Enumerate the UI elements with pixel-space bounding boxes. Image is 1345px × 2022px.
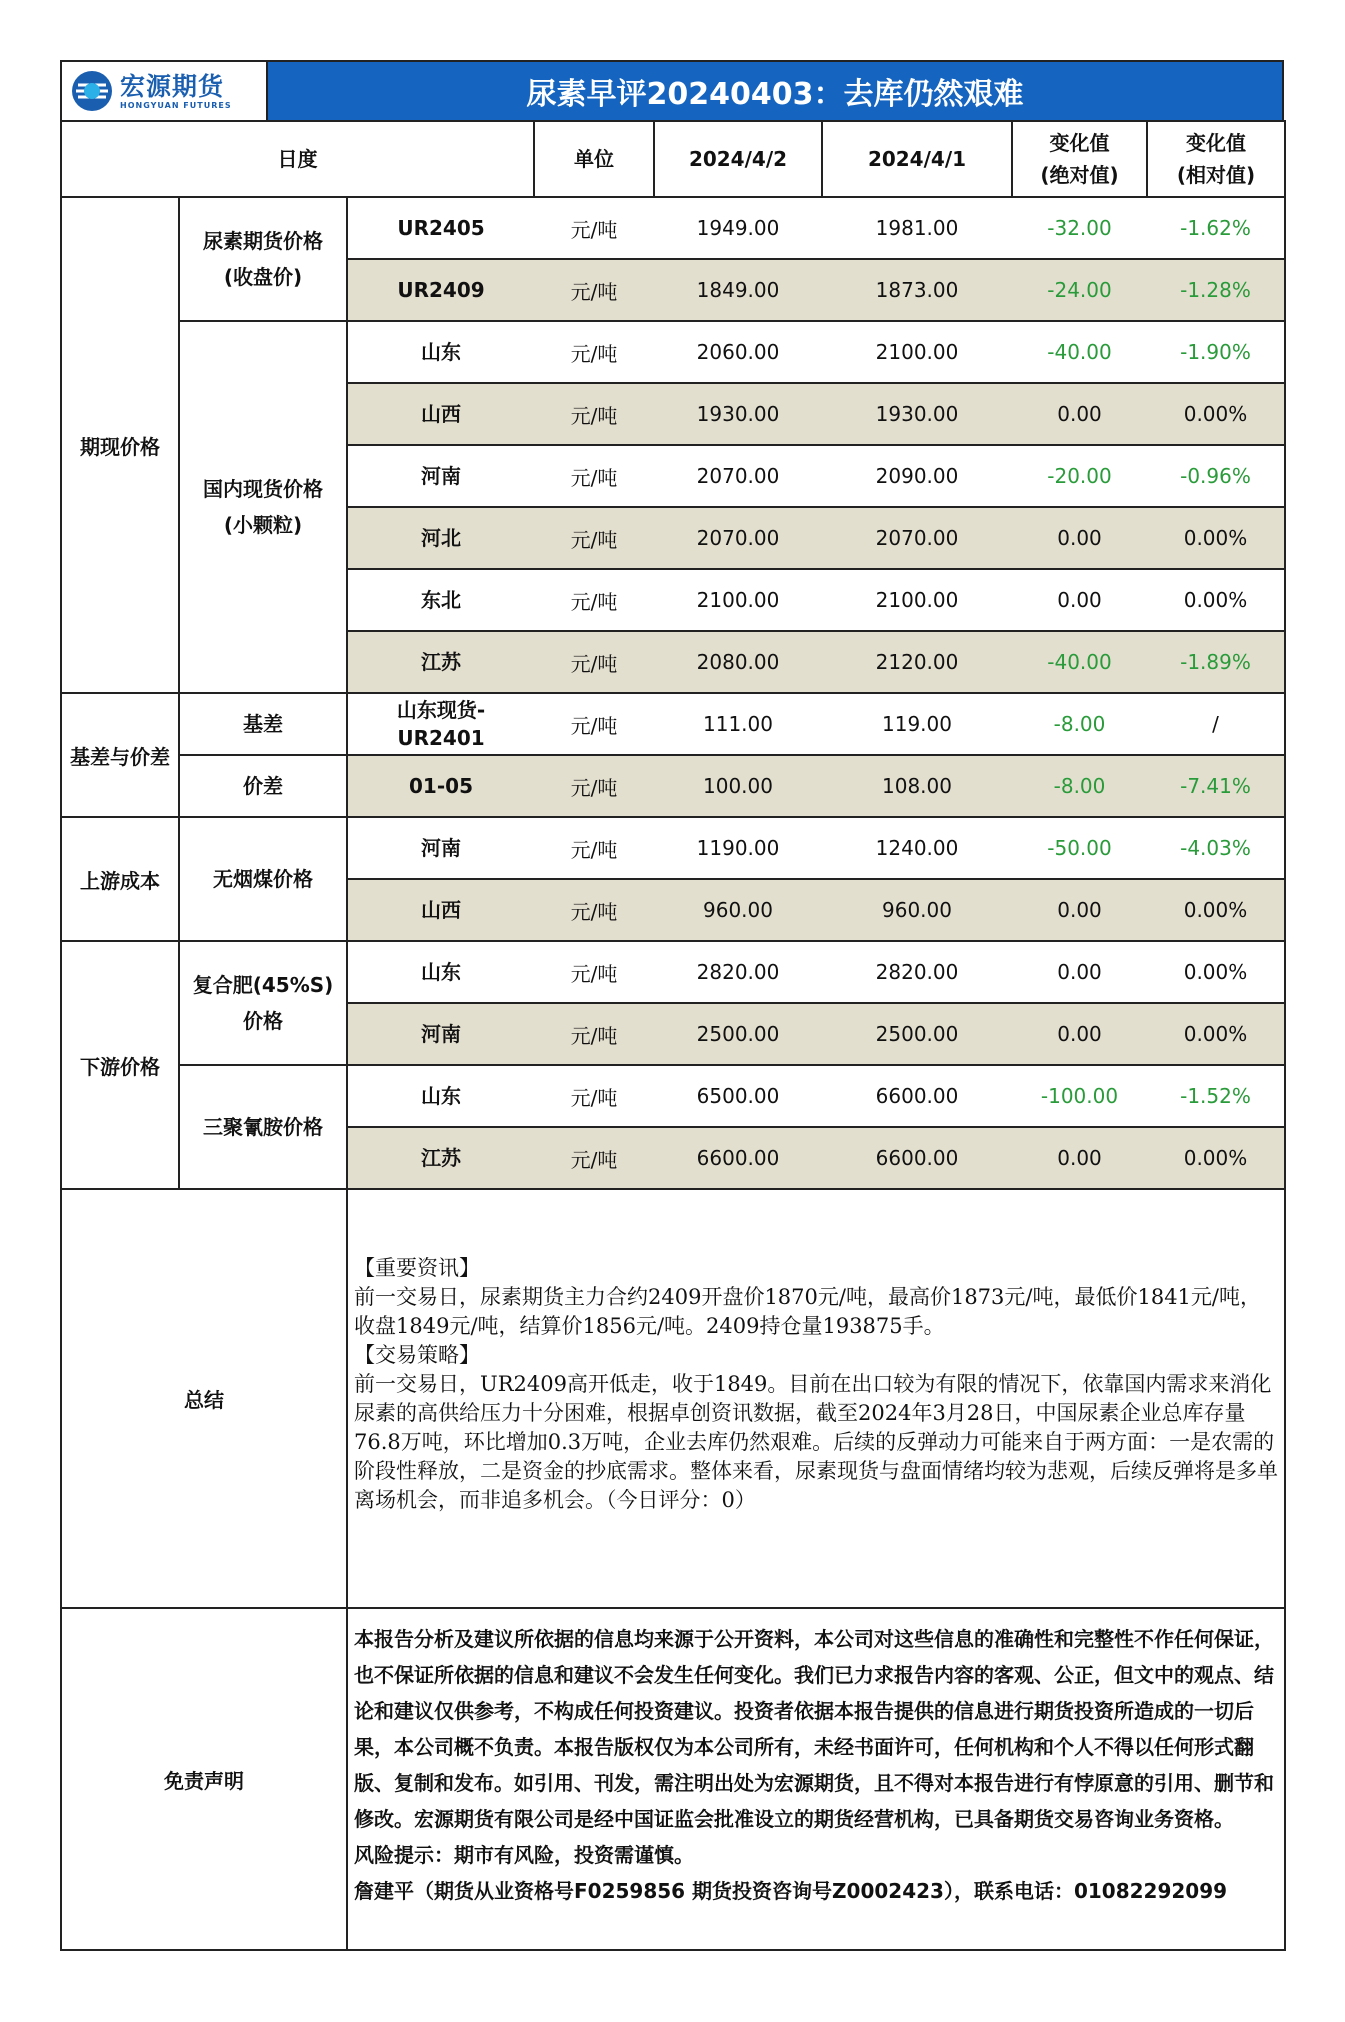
disclaimer-body — [347, 1608, 1285, 1950]
row-item: UR2405 — [347, 197, 534, 259]
table-row — [61, 1065, 1285, 1127]
row-unit: 元/吨 — [534, 259, 654, 321]
row-unit: 元/吨 — [534, 631, 654, 693]
row-item: 东北 — [347, 569, 534, 631]
row-change-rel: 0.00% — [1147, 941, 1285, 1003]
table-row — [61, 941, 1285, 1003]
row-change-abs: -40.00 — [1012, 631, 1147, 693]
subcategory-label: 尿素期货价格 (收盘价) — [179, 197, 347, 321]
row-change-rel: 0.00% — [1147, 383, 1285, 445]
row-change-abs: -50.00 — [1012, 817, 1147, 879]
summary-label: 总结 — [61, 1189, 347, 1608]
row-change-abs: 0.00 — [1012, 1003, 1147, 1065]
row-value-date2: 2820.00 — [822, 941, 1012, 1003]
row-change-abs: 0.00 — [1012, 1127, 1147, 1189]
row-change-rel: / — [1147, 693, 1285, 755]
row-value-date2: 2100.00 — [822, 569, 1012, 631]
category-label: 上游成本 — [61, 817, 179, 941]
table-header-row — [61, 121, 1285, 197]
row-change-abs: -8.00 — [1012, 755, 1147, 817]
logo-name: 宏源期货 — [120, 71, 225, 101]
disclaimer-text: 本报告分析及建议所依据的信息均来源于公开资料，本公司对这些信息的准确性和完整性不作任何保证，也不保证所依据的信息和建议不会发生任何变化。我们已力求报告内容的客观、公正，但文中的观点、结论和建议仅供参考，不构成任何投资建议。投资者依据本报告提供的信息进行期货投资所造成的一切后果，本公司概不负责。本报告版权仅为本公司所有，未经书面许可，任何机构和个人不得以任何形式翻版、复制和发布。如引用、刊发，需注明出处为宏源期货，且不得对本报告进行有悖原意的引用、删节和修改。宏源期货有限公司是经中国证监会批准设立的期货经营机构，已具备期货交易咨询业务资格。 — [354, 1627, 1274, 1831]
row-change-rel: -1.62% — [1147, 197, 1285, 259]
col-header-unit: 单位 — [534, 121, 654, 197]
row-value-date2: 1240.00 — [822, 817, 1012, 879]
table-row — [61, 197, 1285, 259]
row-change-rel: -7.41% — [1147, 755, 1285, 817]
subcategory-label: 价差 — [179, 755, 347, 817]
row-change-rel: 0.00% — [1147, 569, 1285, 631]
row-change-rel: -0.96% — [1147, 445, 1285, 507]
report-header — [60, 60, 1284, 120]
row-unit: 元/吨 — [534, 1003, 654, 1065]
analyst-contact: 詹建平（期货从业资格号F0259856 期货投资咨询号Z0002423），联系电话：01082292099 — [354, 1879, 1228, 1903]
disclaimer-label: 免责声明 — [61, 1608, 347, 1950]
subcategory-label: 国内现货价格 (小颗粒) — [179, 321, 347, 693]
row-item: 江苏 — [347, 1127, 534, 1189]
row-value-date1: 2070.00 — [654, 445, 822, 507]
row-unit: 元/吨 — [534, 1127, 654, 1189]
row-unit: 元/吨 — [534, 879, 654, 941]
row-unit: 元/吨 — [534, 693, 654, 755]
report-title: 尿素早评20240403：去库仍然艰难 — [268, 62, 1282, 120]
row-value-date2: 1981.00 — [822, 197, 1012, 259]
row-value-date2: 2090.00 — [822, 445, 1012, 507]
row-change-abs: 0.00 — [1012, 507, 1147, 569]
row-value-date2: 108.00 — [822, 755, 1012, 817]
row-unit: 元/吨 — [534, 755, 654, 817]
row-unit: 元/吨 — [534, 941, 654, 1003]
row-change-rel: -1.52% — [1147, 1065, 1285, 1127]
row-item: 河南 — [347, 817, 534, 879]
row-unit: 元/吨 — [534, 321, 654, 383]
row-change-rel: -1.89% — [1147, 631, 1285, 693]
row-value-date2: 119.00 — [822, 693, 1012, 755]
subcategory-label: 复合肥(45%S) 价格 — [179, 941, 347, 1065]
col-header-dimension: 日度 — [61, 121, 534, 197]
row-value-date1: 2080.00 — [654, 631, 822, 693]
row-item: 01-05 — [347, 755, 534, 817]
row-change-rel: -1.28% — [1147, 259, 1285, 321]
row-item: 江苏 — [347, 631, 534, 693]
col-header-chg-abs: 变化值 (绝对值) — [1012, 121, 1147, 197]
row-change-abs: -40.00 — [1012, 321, 1147, 383]
row-change-abs: 0.00 — [1012, 879, 1147, 941]
row-item: 山东 — [347, 321, 534, 383]
row-unit: 元/吨 — [534, 197, 654, 259]
row-value-date2: 2120.00 — [822, 631, 1012, 693]
summary-table — [60, 1188, 1286, 1951]
table-row — [61, 755, 1285, 817]
col-header-chg-rel: 变化值 (相对值) — [1147, 121, 1285, 197]
table-row — [61, 817, 1285, 879]
row-change-rel: -4.03% — [1147, 817, 1285, 879]
row-item: 山东 — [347, 941, 534, 1003]
row-value-date1: 2060.00 — [654, 321, 822, 383]
price-table — [60, 120, 1286, 1190]
subcategory-label: 无烟煤价格 — [179, 817, 347, 941]
row-change-rel: 0.00% — [1147, 1127, 1285, 1189]
report — [60, 60, 1284, 1951]
logo-name-en: HONGYUAN FUTURES — [120, 100, 232, 110]
row-value-date2: 1873.00 — [822, 259, 1012, 321]
row-value-date1: 100.00 — [654, 755, 822, 817]
row-change-abs: -32.00 — [1012, 197, 1147, 259]
col-header-date2: 2024/4/1 — [822, 121, 1012, 197]
row-change-rel: 0.00% — [1147, 1003, 1285, 1065]
row-value-date2: 2100.00 — [822, 321, 1012, 383]
row-item: 山西 — [347, 879, 534, 941]
company-logo — [62, 62, 268, 120]
summary-text: 【重要资讯】 前一交易日，尿素期货主力合约2409开盘价1870元/吨，最高价1873元/吨，最低价1841元/吨，收盘1849元/吨，结算价1856元/吨。2409持仓量193875手。 【交易策略】 前一交易日，UR2409高开低走，收于1849。目前在出口较为有限的情况下，依靠国内需求来消化尿素的高供给压力十分困难，根据卓创资讯数据，截至2024年3月28日，中国尿素企业总库存量76.8万吨，环比增加0.3万吨，企业去库仍然艰难。后续的反弹动力可能来自于两方面：一是农需的阶段性释放，二是资金的抄底需求。整体来看，尿素现货与盘面情绪均较为悲观，后续反弹将是多单离场机会，而非追多机会。（今日评分：0） — [347, 1189, 1285, 1608]
row-change-abs: 0.00 — [1012, 383, 1147, 445]
row-item: 河北 — [347, 507, 534, 569]
row-change-rel: -1.90% — [1147, 321, 1285, 383]
row-unit: 元/吨 — [534, 817, 654, 879]
row-item: 河南 — [347, 445, 534, 507]
row-unit: 元/吨 — [534, 383, 654, 445]
row-unit: 元/吨 — [534, 1065, 654, 1127]
row-value-date2: 2500.00 — [822, 1003, 1012, 1065]
row-change-rel: 0.00% — [1147, 879, 1285, 941]
row-value-date1: 6500.00 — [654, 1065, 822, 1127]
category-label: 下游价格 — [61, 941, 179, 1189]
risk-warning: 风险提示：期市有风险，投资需谨慎。 — [354, 1843, 694, 1867]
row-item: 山西 — [347, 383, 534, 445]
disclaimer-row — [61, 1608, 1285, 1950]
summary-row — [61, 1189, 1285, 1608]
row-change-abs: -24.00 — [1012, 259, 1147, 321]
row-value-date1: 1949.00 — [654, 197, 822, 259]
category-label: 基差与价差 — [61, 693, 179, 817]
row-value-date2: 6600.00 — [822, 1127, 1012, 1189]
subcategory-label: 基差 — [179, 693, 347, 755]
row-value-date2: 960.00 — [822, 879, 1012, 941]
row-value-date1: 111.00 — [654, 693, 822, 755]
row-item: 河南 — [347, 1003, 534, 1065]
row-value-date1: 960.00 — [654, 879, 822, 941]
row-value-date1: 1930.00 — [654, 383, 822, 445]
row-value-date1: 1849.00 — [654, 259, 822, 321]
row-item: UR2409 — [347, 259, 534, 321]
row-value-date1: 1190.00 — [654, 817, 822, 879]
table-row — [61, 693, 1285, 755]
row-value-date1: 2820.00 — [654, 941, 822, 1003]
row-change-abs: -100.00 — [1012, 1065, 1147, 1127]
row-item: 山东 — [347, 1065, 534, 1127]
row-change-abs: 0.00 — [1012, 941, 1147, 1003]
row-value-date2: 1930.00 — [822, 383, 1012, 445]
category-label: 期现价格 — [61, 197, 179, 693]
row-change-abs: -8.00 — [1012, 693, 1147, 755]
row-value-date2: 2070.00 — [822, 507, 1012, 569]
row-value-date2: 6600.00 — [822, 1065, 1012, 1127]
logo-icon — [70, 69, 114, 113]
row-change-abs: -20.00 — [1012, 445, 1147, 507]
table-row — [61, 321, 1285, 383]
row-unit: 元/吨 — [534, 507, 654, 569]
row-change-rel: 0.00% — [1147, 507, 1285, 569]
row-value-date1: 6600.00 — [654, 1127, 822, 1189]
subcategory-label: 三聚氰胺价格 — [179, 1065, 347, 1189]
row-unit: 元/吨 — [534, 569, 654, 631]
col-header-date1: 2024/4/2 — [654, 121, 822, 197]
row-item: 山东现货- UR2401 — [347, 693, 534, 755]
row-unit: 元/吨 — [534, 445, 654, 507]
row-value-date1: 2500.00 — [654, 1003, 822, 1065]
row-change-abs: 0.00 — [1012, 569, 1147, 631]
row-value-date1: 2100.00 — [654, 569, 822, 631]
row-value-date1: 2070.00 — [654, 507, 822, 569]
